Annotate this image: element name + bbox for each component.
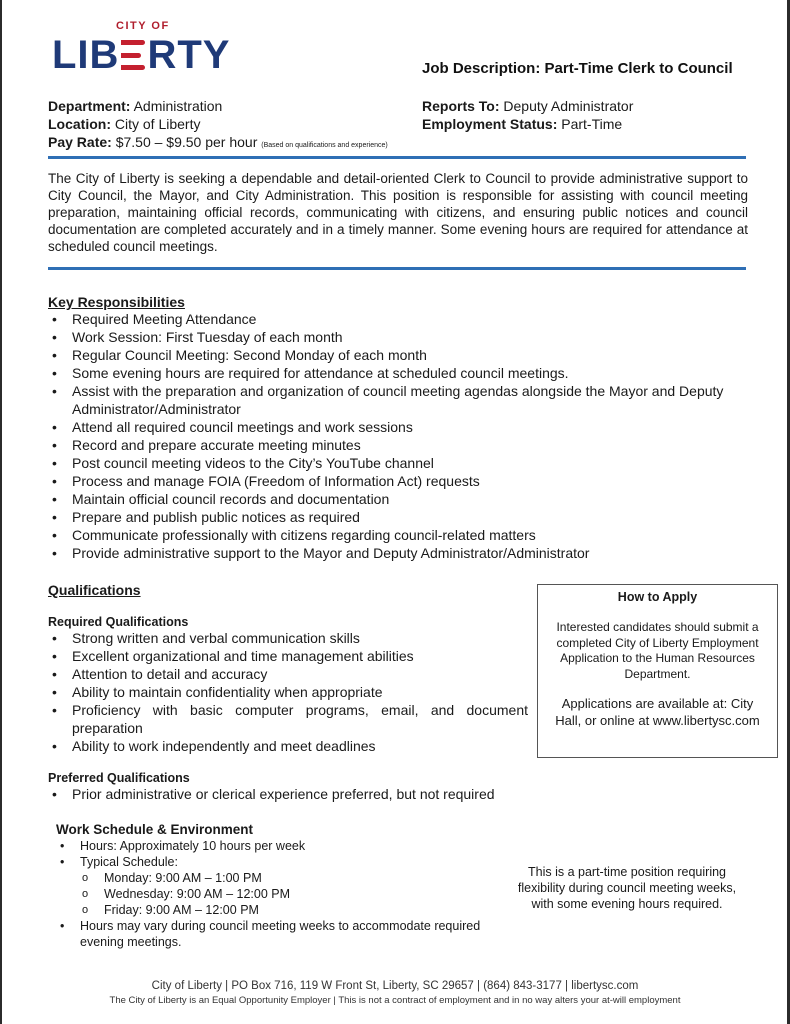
schedule-heading: Work Schedule & Environment — [56, 822, 254, 837]
schedule-typical: • Typical Schedule: — [56, 854, 516, 870]
preferred-qualifications-heading: Preferred Qualifications — [48, 771, 190, 785]
how-to-apply-heading: How to Apply — [617, 590, 698, 604]
department-value: Administration — [133, 98, 223, 114]
responsibility-item: • Maintain official council records and documentation — [48, 490, 748, 508]
required-qualification-item: • Ability to work independently and meet deadlines — [48, 737, 528, 755]
qualifications-heading: Qualifications — [48, 582, 141, 598]
schedule-day-item: o Friday: 9:00 AM – 12:00 PM — [56, 902, 516, 918]
logo-text-end: RTY — [147, 33, 231, 77]
department-label: Department: — [48, 98, 131, 114]
responsibility-item: • Process and manage FOIA (Freedom of Information Act) requests — [48, 472, 748, 490]
qualifications-section — [48, 582, 528, 803]
required-qualifications-list — [48, 629, 528, 755]
how-to-apply-box — [537, 584, 778, 758]
page-left-edge — [0, 0, 2, 1024]
divider-bottom — [48, 267, 746, 270]
responsibilities-list — [48, 310, 748, 562]
required-qualification-item: • Ability to maintain confidentiality when appropriate — [48, 683, 528, 701]
schedule-days-list — [56, 870, 516, 918]
logo-city-of: CITY OF — [116, 20, 170, 32]
schedule-hours: • Hours: Approximately 10 hours per week — [56, 838, 516, 854]
meta-right — [422, 97, 633, 133]
responsibilities-heading: Key Responsibilities — [48, 294, 185, 310]
required-qualification-item: • Attention to detail and accuracy — [48, 665, 528, 683]
reports-value: Deputy Administrator — [503, 98, 634, 114]
responsibility-item: • Assist with the preparation and organization of council meeting agendas alongside the Mayor and Deputy Administrator/Administrator — [48, 382, 748, 418]
responsibility-item: • Prepare and publish public notices as required — [48, 508, 748, 526]
job-title: Job Description: Part-Time Clerk to Council — [422, 60, 733, 77]
required-qualification-item: • Proficiency with basic computer programs, email, and document preparation — [48, 701, 528, 737]
schedule-list-more — [56, 918, 516, 950]
schedule-section — [56, 822, 516, 950]
pay-label: Pay Rate: — [48, 134, 112, 150]
footer-disclaimer: The City of Liberty is an Equal Opportunity Employer | This is not a contract of employment and in no way alters your at-will employment — [109, 995, 681, 1006]
how-to-apply-location: Applications are available at: City Hall, or online at www.libertysc.com — [555, 696, 760, 728]
pay-value: $7.50 – $9.50 per hour — [115, 134, 258, 150]
status-row — [422, 115, 633, 133]
preferred-qualification-item: • Prior administrative or clerical experience preferred, but not required — [48, 785, 528, 803]
pay-note: (Based on qualifications and experience) — [261, 142, 388, 149]
how-to-apply-text: Interested candidates should submit a completed City of Liberty Employment Application to the Human Resources Department. — [556, 620, 759, 681]
status-value: Part-Time — [561, 116, 623, 132]
meta-left — [48, 97, 388, 155]
schedule-note: This is a part-time position requiring flexibility during council meeting weeks, with some evening hours required. — [517, 865, 737, 911]
responsibilities-section — [48, 294, 748, 562]
responsibility-item: • Communicate professionally with citizens regarding council-related matters — [48, 526, 748, 544]
responsibility-item: • Required Meeting Attendance — [48, 310, 748, 328]
location-value: City of Liberty — [114, 116, 201, 132]
required-qualifications-heading: Required Qualifications — [48, 615, 189, 629]
pay-row — [48, 133, 388, 155]
location-label: Location: — [48, 116, 111, 132]
responsibility-item: • Attend all required council meetings and work sessions — [48, 418, 748, 436]
footer-contact: City of Liberty | PO Box 716, 119 W Front St, Liberty, SC 29657 | (864) 843-3177 | libertysc.com — [151, 980, 639, 992]
divider-top — [48, 156, 746, 159]
intro-paragraph: The City of Liberty is seeking a dependable and detail-oriented Clerk to Council to provide administrative support to City Council, the Mayor, and City Administration. This position is responsible for assisting with council meeting preparation, maintaining official records, communicating with citizens, and ensuring public notices and council documentation are completed accurately and in a timely manner. Some evening hours are required for attendance at scheduled council meetings. — [48, 171, 748, 254]
responsibility-item: • Provide administrative support to the Mayor and Deputy Administrator/Administrator — [48, 544, 748, 562]
logo-text-start: LIB — [52, 33, 120, 77]
schedule-vary: • Hours may vary during council meeting weeks to accommodate required evening meetings. — [56, 918, 516, 950]
responsibility-item: • Post council meeting videos to the City’s YouTube channel — [48, 454, 748, 472]
reports-label: Reports To: — [422, 98, 500, 114]
required-qualification-item: • Strong written and verbal communication skills — [48, 629, 528, 647]
department-row — [48, 97, 388, 115]
schedule-day-item: o Wednesday: 9:00 AM – 12:00 PM — [56, 886, 516, 902]
responsibility-item: • Some evening hours are required for attendance at scheduled council meetings. — [48, 364, 748, 382]
schedule-day-item: o Monday: 9:00 AM – 1:00 PM — [56, 870, 516, 886]
status-label: Employment Status: — [422, 116, 558, 132]
logo-stripes-e — [121, 40, 145, 70]
responsibility-item: • Record and prepare accurate meeting minutes — [48, 436, 748, 454]
required-qualification-item: • Excellent organizational and time management abilities — [48, 647, 528, 665]
city-logo — [52, 32, 230, 78]
preferred-qualifications-list — [48, 785, 528, 803]
location-row — [48, 115, 388, 133]
responsibility-item: • Work Session: First Tuesday of each month — [48, 328, 748, 346]
responsibility-item: • Regular Council Meeting: Second Monday of each month — [48, 346, 748, 364]
reports-row — [422, 97, 633, 115]
schedule-list — [56, 838, 516, 870]
